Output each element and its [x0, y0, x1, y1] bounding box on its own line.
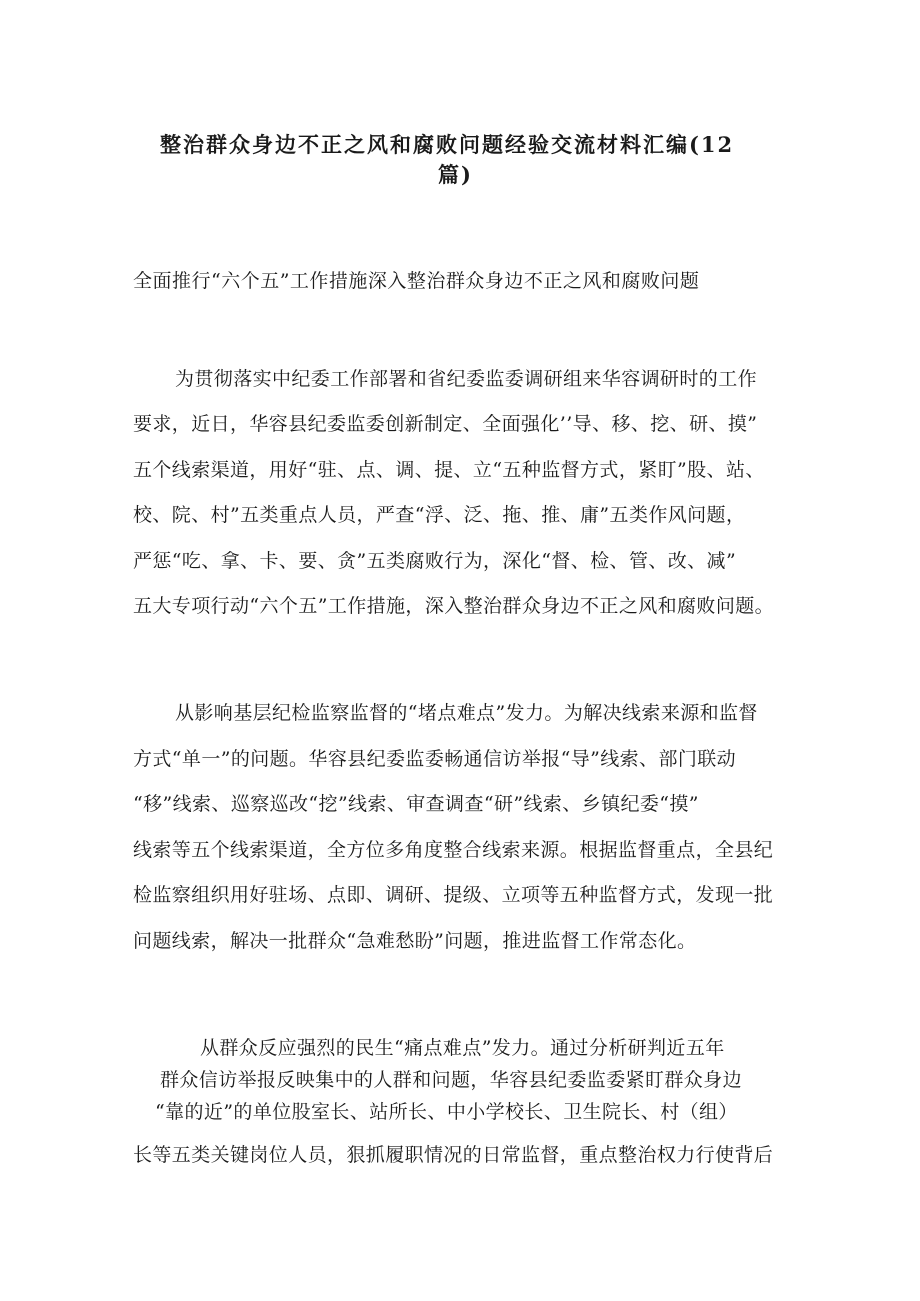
paragraph-2-line-3: “移”线索、巡察巡改“挖”线索、审查调查“研”线索、乡镇纪委“摸” — [133, 793, 699, 815]
paragraph-2-line-2: 方式“单一”的问题。华容县纪委监委畅通信访举报“导”线索、部门联动 — [133, 748, 737, 770]
paragraph-2-line-4: 线索等五个线索渠道，全方位多角度整合线索来源。根据监督重点，全县纪 — [133, 839, 774, 861]
paragraph-1-line-4: 校、院、村”五类重点人员，严查“浮、泛、拖、推、庸”五类作风问题， — [133, 504, 746, 526]
paragraph-1-line-1: 为贯彻落实中纪委工作部署和省纪委监委调研组来华容调研时的工作 — [175, 368, 758, 390]
document-title-line-2: 篇) — [438, 162, 473, 187]
paragraph-1-line-5: 严惩“吃、拿、卡、要、贪”五类腐败行为，深化“督、检、管、改、减” — [133, 550, 737, 572]
document-title-line-1: 整治群众身边不正之风和腐败问题经验交流材料汇编(12 — [160, 132, 735, 157]
paragraph-1-line-2: 要求，近日，华容县纪委监委创新制定、全面强化’’导、移、挖、研、摸” — [133, 413, 758, 435]
section-heading: 全面推行“六个五”工作措施深入整治群众身边不正之风和腐败问题 — [133, 270, 700, 292]
paragraph-2-line-6: 问题线索，解决一批群众“急难愁盼”问题，推进监督工作常态化。 — [133, 930, 697, 952]
paragraph-2-line-5: 检监察组织用好驻场、点即、调研、提级、立项等五种监督方式，发现一批 — [133, 884, 774, 906]
paragraph-3-line-1: 从群众反应强烈的民生“痛点难点”发力。通过分析研判近五年 — [200, 1037, 725, 1059]
paragraph-2-line-1: 从影响基层纪检监察监督的“堵点难点”发力。为解决线索来源和监督 — [175, 702, 758, 724]
paragraph-3-line-3: “靠的近”的单位股室长、站所长、中小学校长、卫生院长、村（组） — [155, 1101, 738, 1123]
paragraph-1-line-6: 五大专项行动“六个五”工作措施，深入整治群众身边不正之风和腐败问题。 — [133, 595, 775, 617]
paragraph-3-line-2: 群众信访举报反映集中的人群和问题，华容县纪委监委紧盯群众身边 — [160, 1069, 743, 1091]
paragraph-1-line-3: 五个线索渠道，用好“驻、点、调、提、立“五种监督方式，紧盯”股、站、 — [133, 459, 765, 481]
paragraph-3-line-4: 长等五类关键岗位人员，狠抓履职情况的日常监督，重点整治权力行使背后 — [133, 1144, 774, 1166]
